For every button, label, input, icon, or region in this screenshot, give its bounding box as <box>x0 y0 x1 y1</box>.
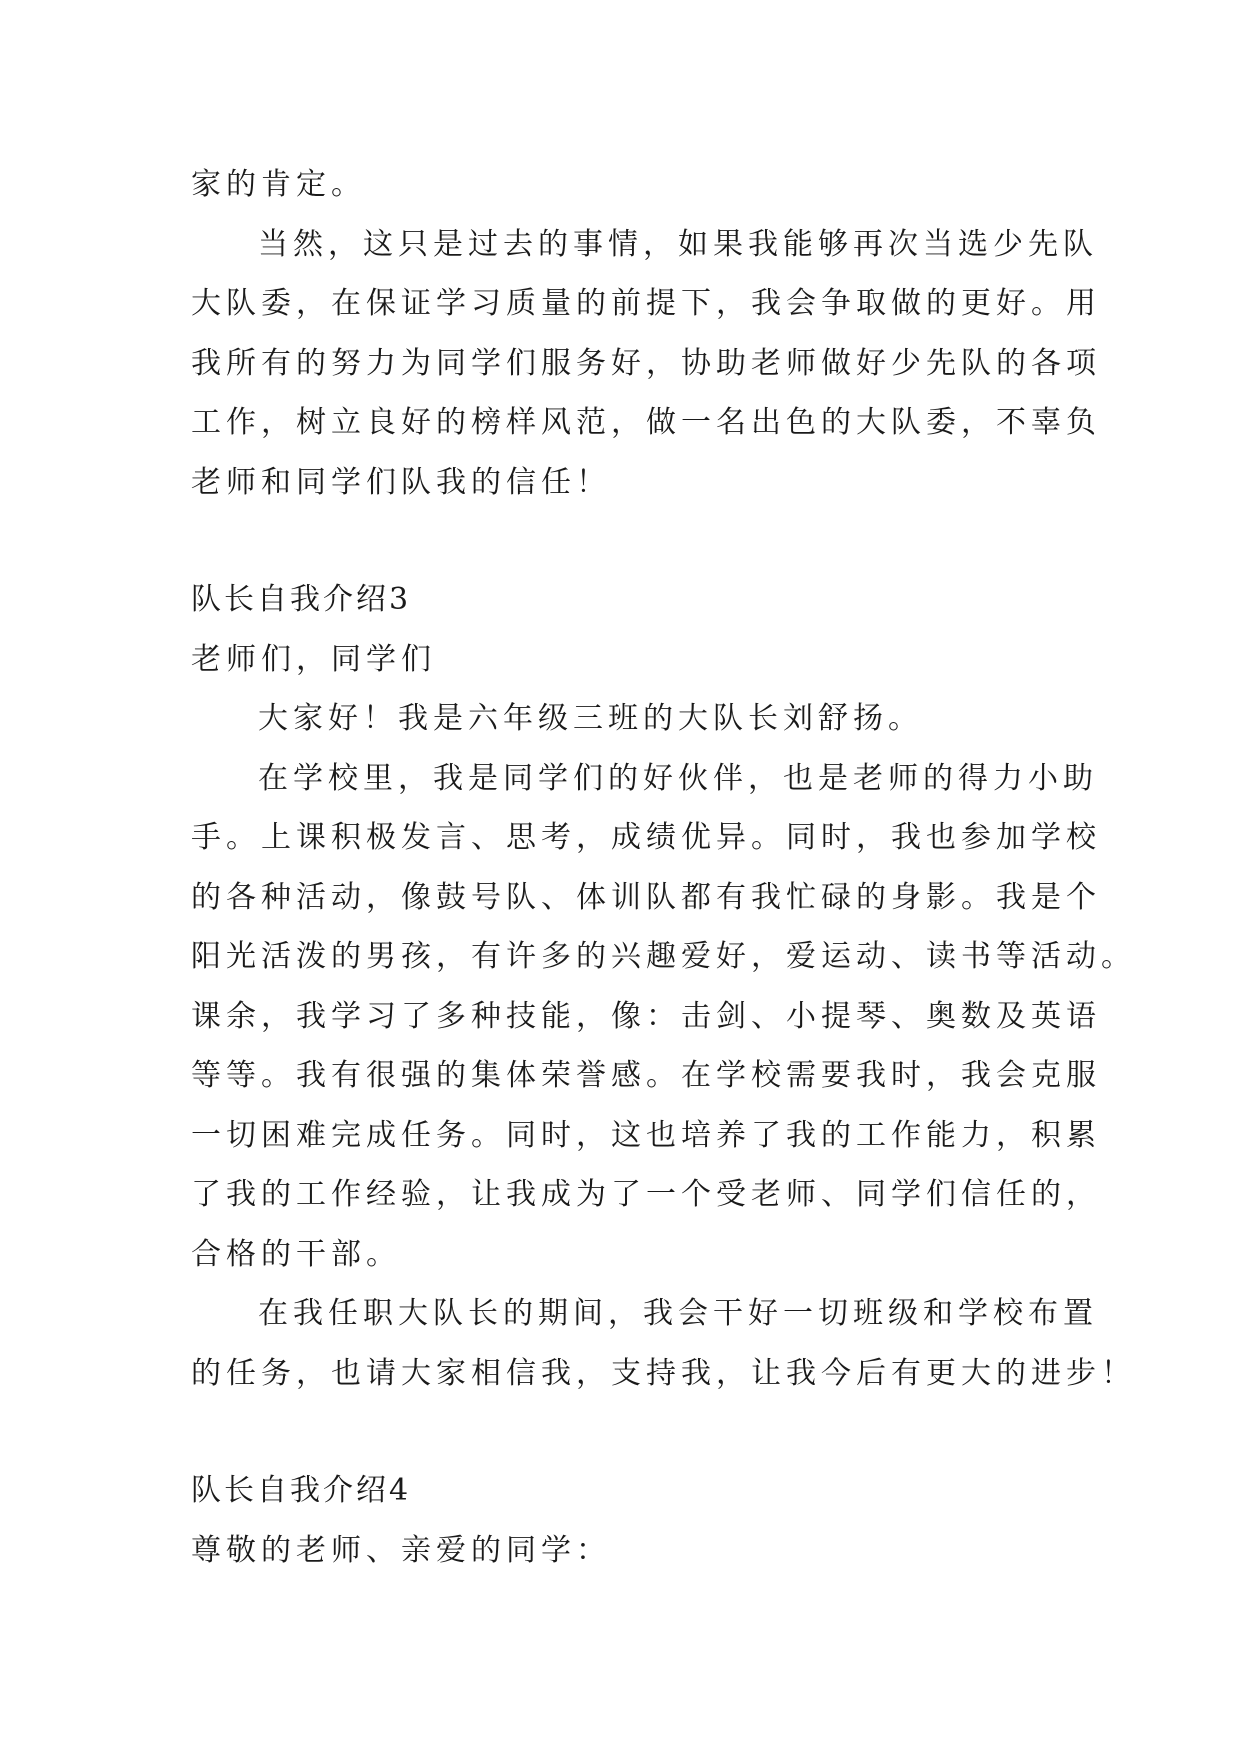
paragraph-line: 一切困难完成任务。同时，这也培养了我的工作能力，积累 <box>191 1117 1101 1153</box>
paragraph-line: 工作，树立良好的榜样风范，做一名出色的大队委，不辜负 <box>191 405 1101 440</box>
paragraph-line: 在我任职大队长的期间，我会干好一切班级和学校布置 <box>258 1296 1098 1331</box>
paragraph-continuation-line: 家的肯定。 <box>191 167 366 202</box>
paragraph-line: 手。上课积极发言、思考，成绩优异。同时，我也参加学校 <box>191 820 1101 855</box>
section-heading: 队长自我介绍3 <box>191 582 412 617</box>
paragraph-line: 了我的工作经验，让我成为了一个受老师、同学们信任的， <box>191 1177 1101 1212</box>
salutation-line: 尊敬的老师、亲爱的同学： <box>191 1532 611 1568</box>
salutation-line: 老师们，同学们 <box>191 641 436 677</box>
paragraph-line: 合格的干部。 <box>191 1236 401 1272</box>
paragraph-line: 我所有的努力为同学们服务好，协助老师做好少先队的各项 <box>191 345 1101 381</box>
paragraph-line: 等等。我有很强的集体荣誉感。在学校需要我时，我会克服 <box>191 1058 1101 1093</box>
section-gap <box>191 512 1076 570</box>
paragraph-line: 的任务，也请大家相信我，支持我，让我今后有更大的进步！ <box>191 1355 1136 1391</box>
section-heading: 队长自我介绍4 <box>191 1473 412 1508</box>
paragraph-line: 的各种活动，像鼓号队、体训队都有我忙碌的身影。我是个 <box>191 879 1101 915</box>
paragraph-line: 在学校里，我是同学们的好伙伴，也是老师的得力小助 <box>258 760 1098 796</box>
paragraph-line: 老师和同学们队我的信任！ <box>191 464 611 500</box>
document-body <box>191 155 1136 1580</box>
paragraph-line: 阳光活泼的男孩，有许多的兴趣爱好，爱运动、读书等活动。 <box>191 939 1136 974</box>
paragraph-line: 大队委，在保证学习质量的前提下，我会争取做的更好。用 <box>191 286 1101 321</box>
paragraph-line: 当然，这只是过去的事情，如果我能够再次当选少先队 <box>258 226 1098 262</box>
paragraph-line: 课余，我学习了多种技能，像：击剑、小提琴、奥数及英语 <box>191 998 1101 1034</box>
paragraph-line: 大家好！我是六年级三班的大队长刘舒扬。 <box>258 701 923 736</box>
section-gap <box>191 1403 1076 1461</box>
